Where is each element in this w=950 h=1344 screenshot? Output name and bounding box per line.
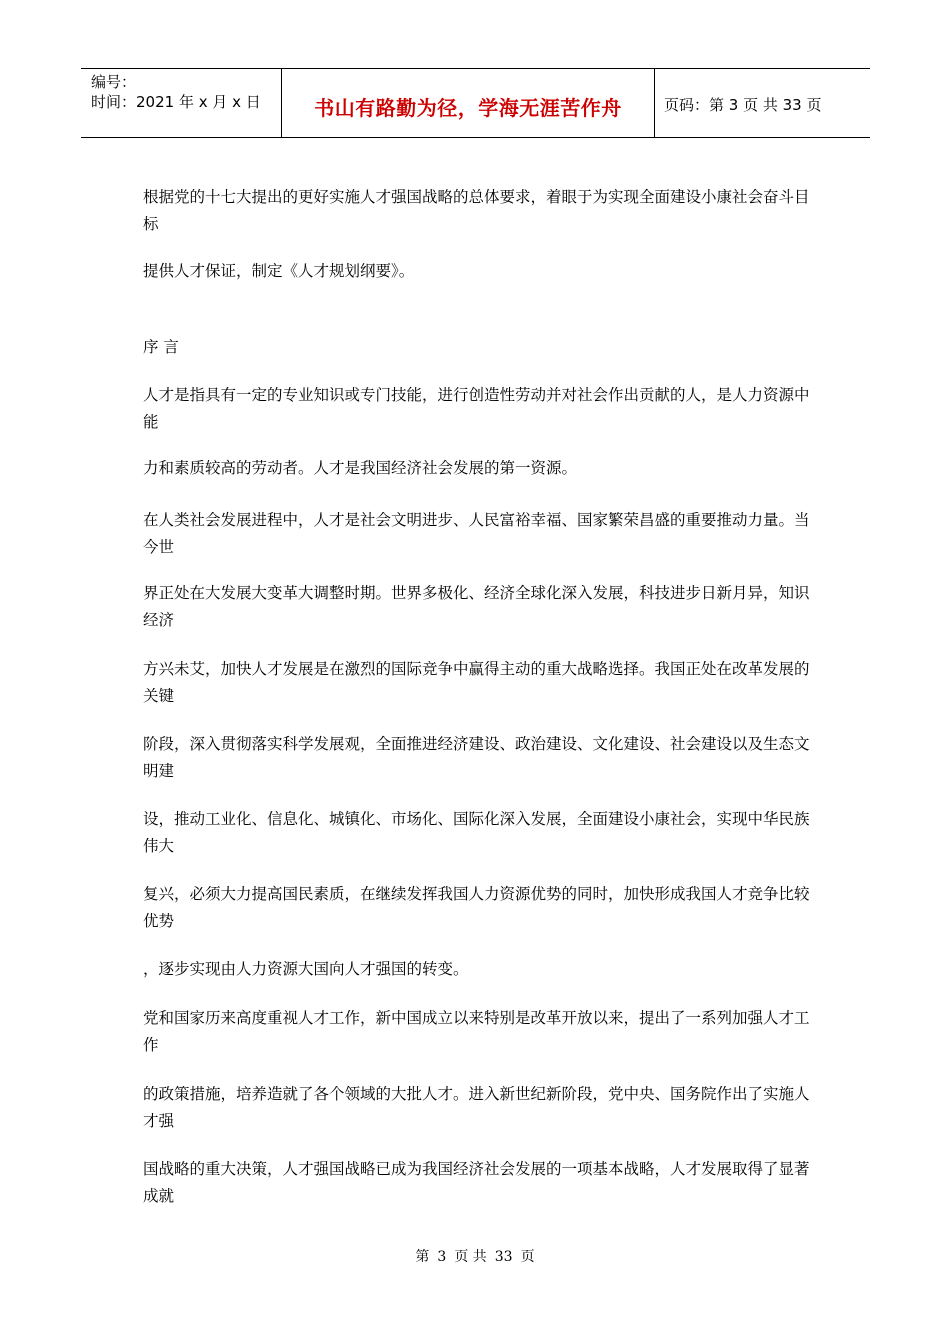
document-date: 时间：2021 年 x 月 x 日 — [91, 93, 261, 111]
paragraph: 国战略的重大决策，人才强国战略已成为我国经济社会发展的一项基本战略，人才发展取得了显著成就 — [143, 1160, 810, 1205]
document-header — [81, 68, 870, 138]
paragraph: 提供人才保证，制定《人才规划纲要》。 — [143, 262, 415, 280]
footer-prefix: 第 — [415, 1249, 430, 1265]
paragraph: 力和素质较高的劳动者。人才是我国经济社会发展的第一资源。 — [143, 459, 578, 477]
paragraph: ，逐步实现由人力资源大国向人才强国的转变。 — [143, 960, 469, 978]
header-left-cell — [81, 69, 281, 137]
header-motto-cell — [281, 69, 655, 137]
paragraph: 的政策措施，培养造就了各个领域的大批人才。进入新世纪新阶段，党中央、国务院作出了实施人才强 — [143, 1085, 810, 1130]
header-motto: 书山有路勤为径，学海无涯苦作舟 — [314, 96, 622, 120]
page-footer — [0, 1246, 950, 1266]
paragraph: 阶段，深入贯彻落实科学发展观，全面推进经济建设、政治建设、文化建设、社会建设以及生态文明建 — [143, 735, 810, 780]
paragraph: 设，推动工业化、信息化、城镇化、市场化、国际化深入发展，全面建设小康社会，实现中华民族伟大 — [143, 810, 810, 855]
paragraph: 根据党的十七大提出的更好实施人才强国战略的总体要求，着眼于为实现全面建设小康社会奋斗目标 — [143, 188, 810, 233]
paragraph: 复兴，必须大力提高国民素质，在继续发挥我国人力资源优势的同时，加快形成我国人才竞争比较优势 — [143, 885, 810, 930]
paragraph: 界正处在大发展大变革大调整时期。世界多极化、经济全球化深入发展，科技进步日新月异，知识经济 — [143, 584, 810, 629]
document-number-label: 编号： — [91, 73, 137, 91]
footer-mid: 页 共 — [454, 1249, 487, 1265]
footer-page-number: 3 — [437, 1249, 447, 1265]
header-page-info: 页码：第 3 页 共 33 页 — [664, 96, 822, 114]
header-right-cell — [654, 69, 870, 137]
footer-total-pages: 33 — [494, 1249, 513, 1265]
paragraph: 方兴未艾，加快人才发展是在激烈的国际竞争中赢得主动的重大战略选择。我国正处在改革发展的关键 — [143, 660, 810, 705]
section-heading: 序 言 — [143, 338, 179, 356]
paragraph: 人才是指具有一定的专业知识或专门技能，进行创造性劳动并对社会作出贡献的人，是人力资源中能 — [143, 386, 810, 431]
paragraph: 在人类社会发展进程中，人才是社会文明进步、人民富裕幸福、国家繁荣昌盛的重要推动力量。当今世 — [143, 511, 810, 556]
footer-suffix: 页 — [520, 1249, 535, 1265]
paragraph: 党和国家历来高度重视人才工作，新中国成立以来特别是改革开放以来，提出了一系列加强人才工作 — [143, 1009, 810, 1054]
